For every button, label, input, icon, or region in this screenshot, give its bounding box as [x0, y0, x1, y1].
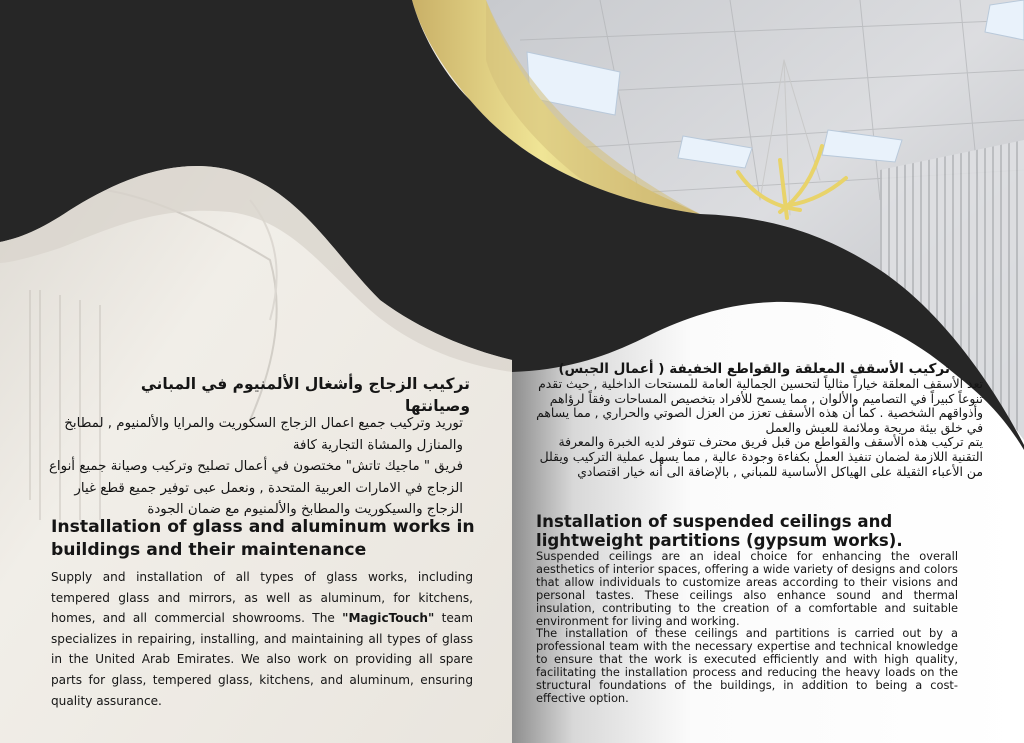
- left-english-body: [51, 567, 473, 711]
- right-arabic-title: تركيب الأسقف المعلقة والقواطع الخفيفة ( أعمال الجبس): [558, 361, 950, 377]
- left-arabic-body: [45, 413, 463, 521]
- right-arabic-paragraph: تعد الأسقف المعلقة خياراً مثالياً لتحسين الجمالية العامة للمستحات الداخلية , حيث تقدم تنوعاً كبيراً في التصاميم والألوان , مما يسمح للأفراد بتخصيص المساحات وفقاً لرؤاهم وأذواقهم الشخصية . كما أن هذه الأسقف تعزز من العزل الصوتي والحراري , مما يساهم في خلق بيئة مريحة وملائمة للعيش والعمل: [536, 376, 983, 435]
- left-english-title: Installation of glass and aluminum works in buildings and their maintenance: [51, 517, 475, 560]
- left-arabic-paragraph: توريد وتركيب جميع اعمال الزجاج السكوريت والمرايا والألمنيوم , لمطابخ والمنازل والمشاة التجارية كافة: [64, 416, 463, 453]
- right-english-body: [536, 550, 958, 705]
- right-english-title: Installation of suspended ceilings and lightweight partitions (gypsum works).: [536, 512, 903, 550]
- brand-name: "MagicTouch": [342, 611, 435, 626]
- left-arabic-title: تركيب الزجاج وأشغال الألمنيوم في المباني وصيانتها: [140, 375, 470, 415]
- left-english-body-part2: team specializes in repairing, installing, and maintaining all types of glass in the United Arab Emirates. We also work on providing all spare parts for glass, tempered glass, kitchens, and aluminum, ensuring quality assurance.: [51, 611, 473, 708]
- right-english-paragraph: Suspended ceilings are an ideal choice for enhancing the overall aesthetics of interior spaces, offering a wide variety of designs and colors that allow individuals to customize areas according to their visions and personal tastes. These ceilings also enhance sound and thermal insulation, contributing to the creation of a comfortable and suitable environment for living and working.: [536, 549, 958, 628]
- right-english-paragraph: The installation of these ceilings and partitions is carried out by a professional team with the necessary expertise and technical knowledge to ensure that the work is executed efficiently and with high quality, facilitating the installation process and reducing the heavy loads on the structural foundations of the buildings, in addition to being a cost-effective option.: [536, 626, 958, 705]
- right-arabic-paragraph: يتم تركيب هذه الأسقف والقواطع من قبل فريق محترف تتوفر لديه الخبرة والمعرفة التقنية اللازمة لضمان تنفيذ العمل بكفاءة وجودة عالية , مما يسهل عملية التركيب ويقلل من الأعباء الثقيلة على الهياكل الأساسية للمباني , بالإضافة الى أنه خيار اقتصادي: [539, 434, 983, 479]
- left-english-body-part1: Supply and installation of all types of glass works, including tempered glass and mirrors, as well as aluminum, for kitchens, homes, and all commercial showrooms. The: [51, 570, 473, 626]
- left-arabic-paragraph: فريق " ماجيك تاتش" مختصون في أعمال تصليح وتركيب وصيانة جميع أنواع الزجاج في الامارات العربية المتحدة , ونعمل عبى توفير جميع قطع غيار الزجاج والسيكوريت والمطابخ والألمنيوم مع ضمان الجودة: [48, 459, 463, 517]
- right-arabic-body: [535, 377, 983, 479]
